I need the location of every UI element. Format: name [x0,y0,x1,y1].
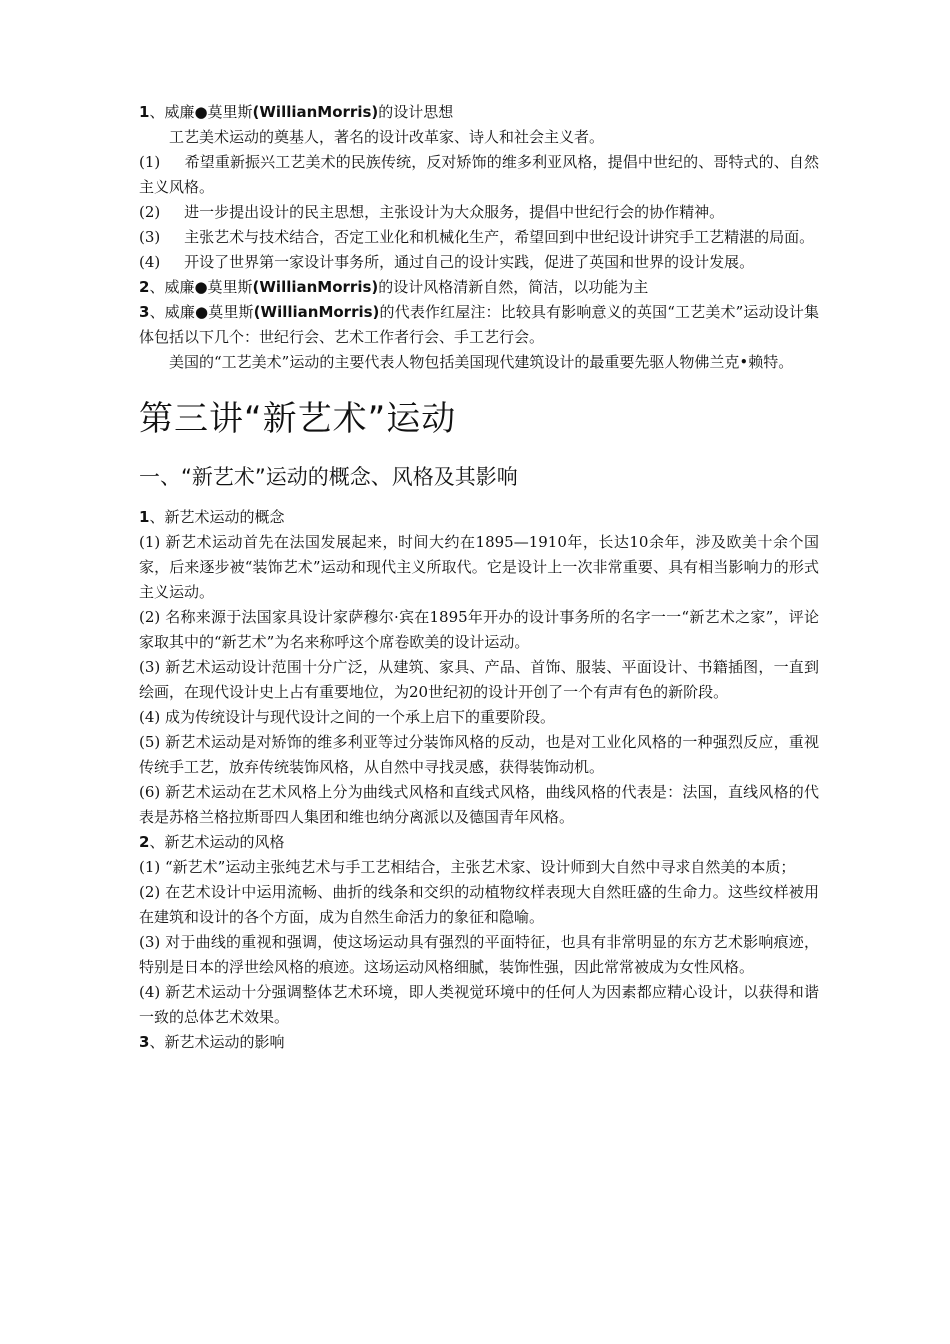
list-item: (3) 新艺术运动设计范围十分广泛，从建筑、家具、产品、首饰、服装、平面设计、书籍插图，一直到绘画，在现代设计史上占有重要地位，为20世纪初的设计开创了一个有声有色的新阶段。 [139,658,819,701]
list-item: (3) 对于曲线的重视和强调，使这场运动具有强烈的平面特征，也具有非常明显的东方艺术影响痕迹，特别是日本的浮世绘风格的痕迹。这场运动风格细腻，装饰性强，因此常常被成为女性风格。 [139,933,819,976]
heading-number: 2 [139,278,150,296]
list-item: (4) 成为传统设计与现代设计之间的一个承上启下的重要阶段。 [139,708,556,726]
heading-number: 3 [139,303,150,321]
heading-text: 的代表作红屋注：比较具有影响意义的英国“工艺美术”运动设计集体包括以下几个：世纪行会、艺术工作者行会、手工艺行会。 [139,303,820,346]
heading-text: 、新艺术运动的影响 [149,1033,285,1051]
list-item: (6) 新艺术运动在艺术风格上分为曲线式风格和直线式风格，曲线风格的代表是：法国，直线风格的代表是苏格兰格拉斯哥四人集团和维也纳分离派以及德国青年风格。 [139,783,819,826]
lecture-title: 第三讲“新艺术”运动 [139,399,457,439]
subsection-heading [139,505,819,530]
item-text: 主张艺术与技术结合，否定工业化和机械化生产，希望回到中世纪设计讲究手工艺精湛的局面。 [184,228,815,246]
section-subtitle: 一、“新艺术”运动的概念、风格及其影响 [139,465,518,489]
intro-paragraph: 工艺美术运动的奠基人，著名的设计改革家、诗人和社会主义者。 [169,128,605,146]
section-heading-1 [139,100,819,125]
heading-text: 、新艺术运动的概念 [149,508,285,526]
subsection-heading [139,830,819,855]
section-heading-3 [139,300,819,350]
item-number: (1) [139,153,161,171]
heading-number: 2 [139,833,150,851]
item-number: (3) [139,228,161,246]
document-page [139,100,819,1055]
list-item [139,200,819,225]
item-text: 希望重新振兴工艺美术的民族传统，反对矫饰的维多利亚风格，提倡中世纪的、哥特式的、自然主义风格。 [139,153,819,196]
heading-english-name: (WillianMorris) [252,278,379,296]
list-item: (5) 新艺术运动是对矫饰的维多利亚等过分装饰风格的反动，也是对工业化风格的一种强烈反应，重视传统手工艺，放弃传统装饰风格，从自然中寻找灵感，获得装饰动机。 [139,733,819,776]
heading-text: 、威廉●莫里斯 [149,303,254,321]
heading-number: 1 [139,103,150,121]
list-item [139,250,819,275]
heading-text: 的设计思想 [378,103,454,121]
heading-text: 、威廉●莫里斯 [149,103,253,121]
item-number: (2) [139,203,161,221]
list-item: (2) 在艺术设计中运用流畅、曲折的线条和交织的动植物纹样表现大自然旺盛的生命力。这些纹样被用在建筑和设计的各个方面，成为自然生命活力的象征和隐喻。 [139,883,819,926]
list-item [139,225,819,250]
subsection-heading [139,1030,819,1055]
list-item: (1) “新艺术”运动主张纯艺术与手工艺相结合，主张艺术家、设计师到大自然中寻求自然美的本质； [139,858,796,876]
heading-number: 3 [139,1033,150,1051]
heading-text: 的设计风格清新自然，简洁，以功能为主 [378,278,649,296]
list-item: (4) 新艺术运动十分强调整体艺术环境，即人类视觉环境中的任何人为因素都应精心设计，以获得和谐一致的总体艺术效果。 [139,983,819,1026]
item-text: 进一步提出设计的民主思想，主张设计为大众服务，提倡中世纪行会的协作精神。 [184,203,725,221]
list-item [139,150,819,200]
heading-text: 、威廉●莫里斯 [149,278,253,296]
heading-number: 1 [139,508,150,526]
section-heading-2 [139,275,819,300]
heading-text: 、新艺术运动的风格 [149,833,285,851]
item-text: 开设了世界第一家设计事务所，通过自己的设计实践，促进了英国和世界的设计发展。 [184,253,755,271]
heading-english-name: (WillianMorris) [253,303,380,321]
item-number: (4) [139,253,161,271]
heading-english-name: (WillianMorris) [252,103,379,121]
list-item: (2) 名称来源于法国家具设计家萨穆尔·宾在1895年开办的设计事务所的名字一一“新艺术之家”，评论家取其中的“新艺术”为名来称呼这个席卷欧美的设计运动。 [139,608,819,651]
paragraph: 美国的“工艺美术”运动的主要代表人物包括美国现代建筑设计的最重要先驱人物佛兰克•赖特。 [169,353,794,371]
list-item: (1) 新艺术运动首先在法国发展起来，时间大约在1895—1910年，长达10余年，涉及欧美十余个国家，后来逐步被“装饰艺术”运动和现代主义所取代。它是设计上一次非常重要、具有相当影响力的形式主义运动。 [139,533,819,601]
